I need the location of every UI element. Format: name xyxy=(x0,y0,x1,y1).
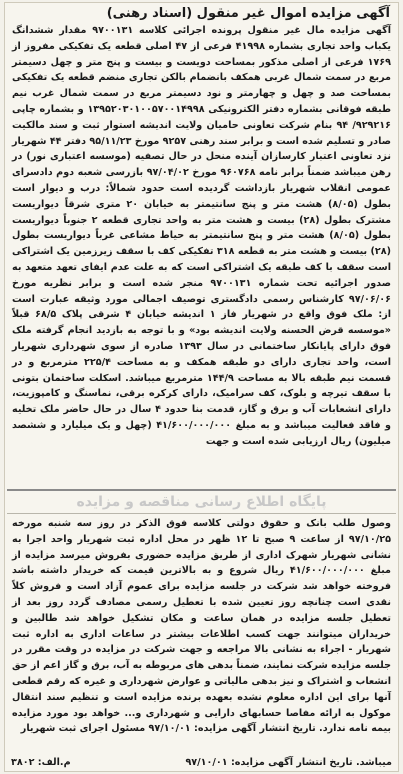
auction-notice xyxy=(4,2,399,772)
footer-date: میباشد. تاریخ انتشار آگهی مزایده: ۹۷/۱۰/۰۱ xyxy=(185,757,392,768)
watermark-text: پایگاه اطلاع رسانی مناقصه و مزایده xyxy=(76,494,327,510)
notice-title: آگهی مزایده اموال غیر منقول (اسناد رهنی) xyxy=(106,6,390,21)
watermark-band xyxy=(7,489,396,514)
footer-reference: م.الف: ۳۸۰۲ xyxy=(11,757,71,768)
notice-paragraph-1: آگهی مزایده مال غیر منقول پرونده اجرائی کلاسه ۹۷۰۰۱۳۱ مقدار ششدانگ یکباب واحد تجاری بشماره ۴۱۹۹۸ فرعی از ۴۷ اصلی قطعه یک تفکیکی مفروز از ۱۷۶۹ فرعی از اصلی مذکور بمساحت دویست و بیست و پنج متر و چهل دسیمتر مربع در سمت شمال غربی همکف بانضمام بالکن تجاری منضم قطعه یک تفکیکی بمساحت صد و چهل و چهارمتر و نود دسیمتر مربع در سمت شمال غرب نیم طبقه فوقانی بشماره دفتر الکترونیکی ۱۳۹۵۲۰۳۰۱۰۰۵۷۰۰۱۴۹۹۸ و بشماره چاپی ۹۲۹۲۱۶/ ۹۴ بنام شرکت تعاونی حامیان ولایت اندیشه استوار ثبت و سند مالکیت صادر و تسلیم شده است و برابر سند رهنی ۹۲۵۷ مورخ ۹۵/۱۱/۲۳ دفتر ۴۴ شهریار نزد تعاونی اعتبار کارسازان آینده منحل در حال تصفیه (موسسه اعتباری نور) در رهن میباشد ضمناً برابر نامه ۹۶۰۷۶۸ مورخ ۹۷/۰۴/۰۲ بازرسی شعبه دوم دادسرای عمومی انقلاب شهریار بازداشت گردیده است حدود شمالاً: درب و دیوار است بطول (۸/۰۵) هشت متر و پنج سانتیمتر به خیابان ۲۰ متری شرقاً دیواریست مشترک بطول (۲۸) بیست و هشت متر به واحد تجاری قطعه ۲ جنوباً دیواریست بطول (۸/۰۵) هشت متر و پنج سانتیمتر به حیاط مشاعی غرباً دیواریست بطول (۲۸) بیست و هشت متر به قطعه ۳۱۸ تفکیکی کف با سقف زیرزمین یک اشتراکی است سقف با کف طبقه یک اشتراکی است که به علت عدم ایفای تعهد متعهد به صدور اجرائیه تحت شماره ۹۷۰۰۱۳۱ منجر شده است و برابر نظریه مورخ ۹۷/۰۶/۰۶ کارشناس رسمی دادگستری توصیف اجمالی مورد وثیقه عبارت است از: ملک فوق واقع در شهریار فاز ۱ اندیشه خیابان ۴ شرقی پلاک ۶۸/۵ قبلاً «موسسه قرض الحسنه ولایت اندیشه بود» و با توجه به بازدید انجام گرفته ملک فوق دارای پایانکار ساختمانی در سال ۱۳۹۳ صادره از سوی شهرداری شهریار است، واحد تجاری دارای دو طبقه همکف و به مساحت ۲۲۵/۴ مترمربع و در قسمت نیم طبقه بالا به مساحت ۱۴۴/۹ مترمربع میباشد. اسکلت ساختمان بتونی با سقف تیرچه و بلوک، کف سرامیک، دارای کرکره برقی، نماسنگ و کامپوزیت، دارای انشعابات آب و برق و گاز، قدمت بنا حدود ۴ سال در حال حاضر ملک تخلیه و فاقد فعالیت میباشد و به مبلغ ۴۱/۶۰۰/۰۰۰/۰۰۰ (چهل و یک میلیارد و ششصد میلیون) ریال ارزیابی شده است و جهت xyxy=(12,25,392,447)
notice-footer xyxy=(11,757,392,768)
notice-paragraph-2: وصول طلب بانک و حقوق دولتی کلاسه فوق الذکر در روز سه شنبه مورخه ۹۷/۱۰/۲۵ از ساعت ۹ صبح تا ۱۲ ظهر در محل اداره ثبت شهریار واحد اجرا به نشانی شهریار شهرک اداری از طریق مزایده حضوری بفروش میرسد مزایده از مبلغ ۴۱/۶۰۰/۰۰۰/۰۰۰ ریال شروع و به بالاترین قیمت که خریدار داشته باشد فروخته خواهد شد شرکت در جلسه مزایده برای عموم آزاد است و فروش کلاً نقدی است چنانچه روز تعیین شده با تعطیل رسمی مصادف گردد روز بعد از تعطیل جلسه مزایده در همان ساعت و مکان تشکیل خواهد شد طالبین و خریداران میتوانند جهت کسب اطلاعات بیشتر در ساعات اداری به اداره ثبت شهریار - اجراء به نشانی بالا مراجعه و جهت شرکت در مزایده در وقت مقرر در جلسه مزایده شرکت نمایند، ضمناً بدهی های مربوطه به آب، برق و گاز اعم از حق انشعاب و اشتراک و نیز بدهی مالیاتی و عوارض شهرداری و غیره که رقم قطعی آنها برای این اداره معلوم نشده بعهده برنده مزایده است و تنظیم سند انتقال موکول به ارائه مفاصا حسابهای دارایی و شهرداری و... خواهد بود مورد مزایده بیمه نامه ندارد. تاریخ انتشار آگهی مزایده: ۹۷/۱۰/۰۱ مسئول اجرای ثبت شهریار xyxy=(12,518,391,735)
